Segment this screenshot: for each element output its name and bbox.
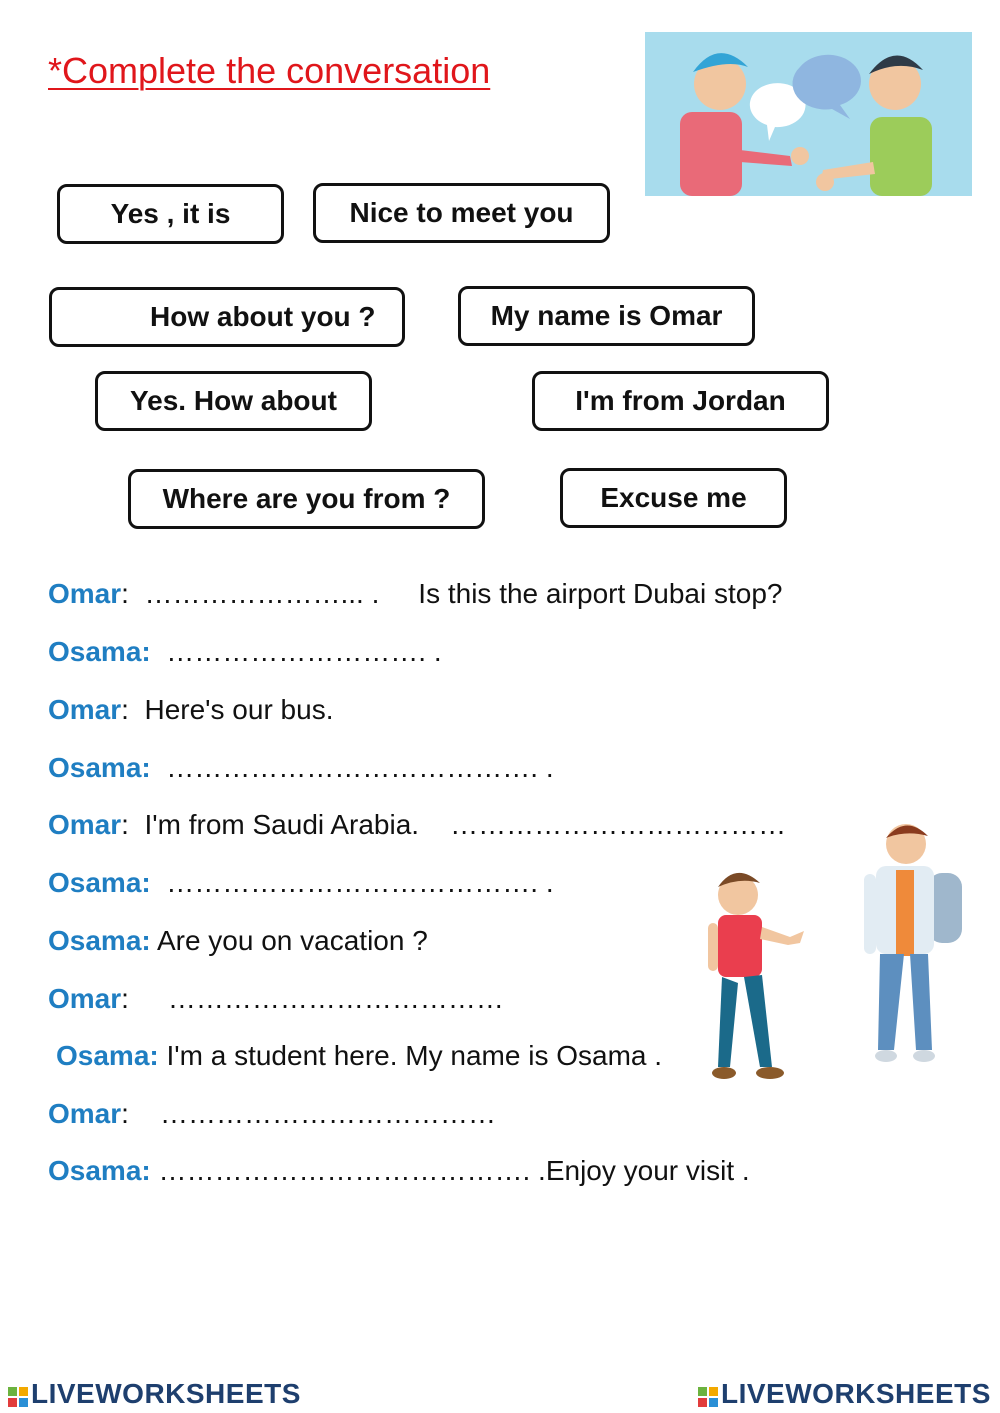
two-boys-talking-illustration	[645, 32, 972, 196]
speaker-label: Osama:	[48, 752, 151, 783]
speaker-label: Osama:	[48, 867, 151, 898]
speaker-label: Osama:	[56, 1040, 159, 1071]
speaker-label: Omar	[48, 983, 122, 1014]
dialogue-line-5[interactable]	[48, 809, 786, 841]
speaker-label: Omar	[48, 809, 122, 840]
colon: :	[121, 578, 129, 609]
line-text: ………………………………	[128, 983, 504, 1014]
dialogue-line-7	[48, 925, 428, 957]
word-where-are-you-from[interactable]: Where are you from ?	[128, 469, 485, 529]
boy-with-backpack-illustration	[858, 818, 968, 1066]
line-text: I'm a student here. My name is Osama .	[158, 1040, 663, 1071]
word-yes-it-is[interactable]: Yes , it is	[57, 184, 284, 244]
dialogue-line-4[interactable]	[48, 752, 554, 784]
word-im-from-jordan[interactable]: I'm from Jordan	[532, 371, 829, 431]
speaker-label: Omar	[48, 694, 122, 725]
dialogue-line-8[interactable]	[48, 983, 504, 1015]
footer-logo-right[interactable]	[698, 1378, 991, 1410]
dialogue-line-3	[48, 694, 333, 726]
line-text: Here's our bus.	[128, 694, 334, 725]
colon: :	[121, 694, 129, 725]
speaker-label: Omar	[48, 1098, 122, 1129]
dialogue-line-11[interactable]	[48, 1155, 750, 1187]
line-text: ………………………………	[128, 1098, 497, 1129]
colon: :	[121, 983, 129, 1014]
speaker-label: Osama:	[48, 925, 151, 956]
footer-logo-text: LIVEWORKSHEETS	[31, 1378, 301, 1409]
footer-logo-text: LIVEWORKSHEETS	[721, 1378, 991, 1409]
word-my-name-is-omar[interactable]: My name is Omar	[458, 286, 755, 346]
line-text: …………………... . Is this the airport Dubai stop?	[128, 578, 783, 609]
line-text: …………………………………. .Enjoy your visit .	[150, 1155, 750, 1186]
speaker-label: Osama:	[48, 636, 151, 667]
word-nice-to-meet-you[interactable]: Nice to meet you	[313, 183, 610, 243]
line-text: …………………………………. .	[150, 752, 554, 783]
dialogue-line-2[interactable]	[48, 636, 442, 668]
word-yes-how-about[interactable]: Yes. How about	[95, 371, 372, 431]
line-text: ………………………. .	[150, 636, 442, 667]
line-text: I'm from Saudi Arabia. ………………………………	[128, 809, 787, 840]
colon: :	[121, 1098, 129, 1129]
liveworksheets-logo-icon	[8, 1387, 28, 1407]
line-text: Are you on vacation ?	[150, 925, 428, 956]
word-how-about-you[interactable]: How about you ?	[49, 287, 405, 347]
speaker-label: Omar	[48, 578, 122, 609]
speaker-label: Osama:	[48, 1155, 151, 1186]
worksheet-title: *Complete the conversation	[48, 50, 491, 91]
dialogue-line-9	[56, 1040, 662, 1072]
dialogue-line-10[interactable]	[48, 1098, 496, 1130]
boy-waving-illustration	[698, 865, 808, 1085]
dialogue-line-6[interactable]	[48, 867, 554, 899]
footer-logo-left[interactable]	[8, 1378, 301, 1410]
line-text: …………………………………. .	[150, 867, 554, 898]
liveworksheets-logo-icon	[698, 1387, 718, 1407]
colon: :	[121, 809, 129, 840]
word-excuse-me[interactable]: Excuse me	[560, 468, 787, 528]
dialogue-line-1[interactable]	[48, 578, 782, 610]
